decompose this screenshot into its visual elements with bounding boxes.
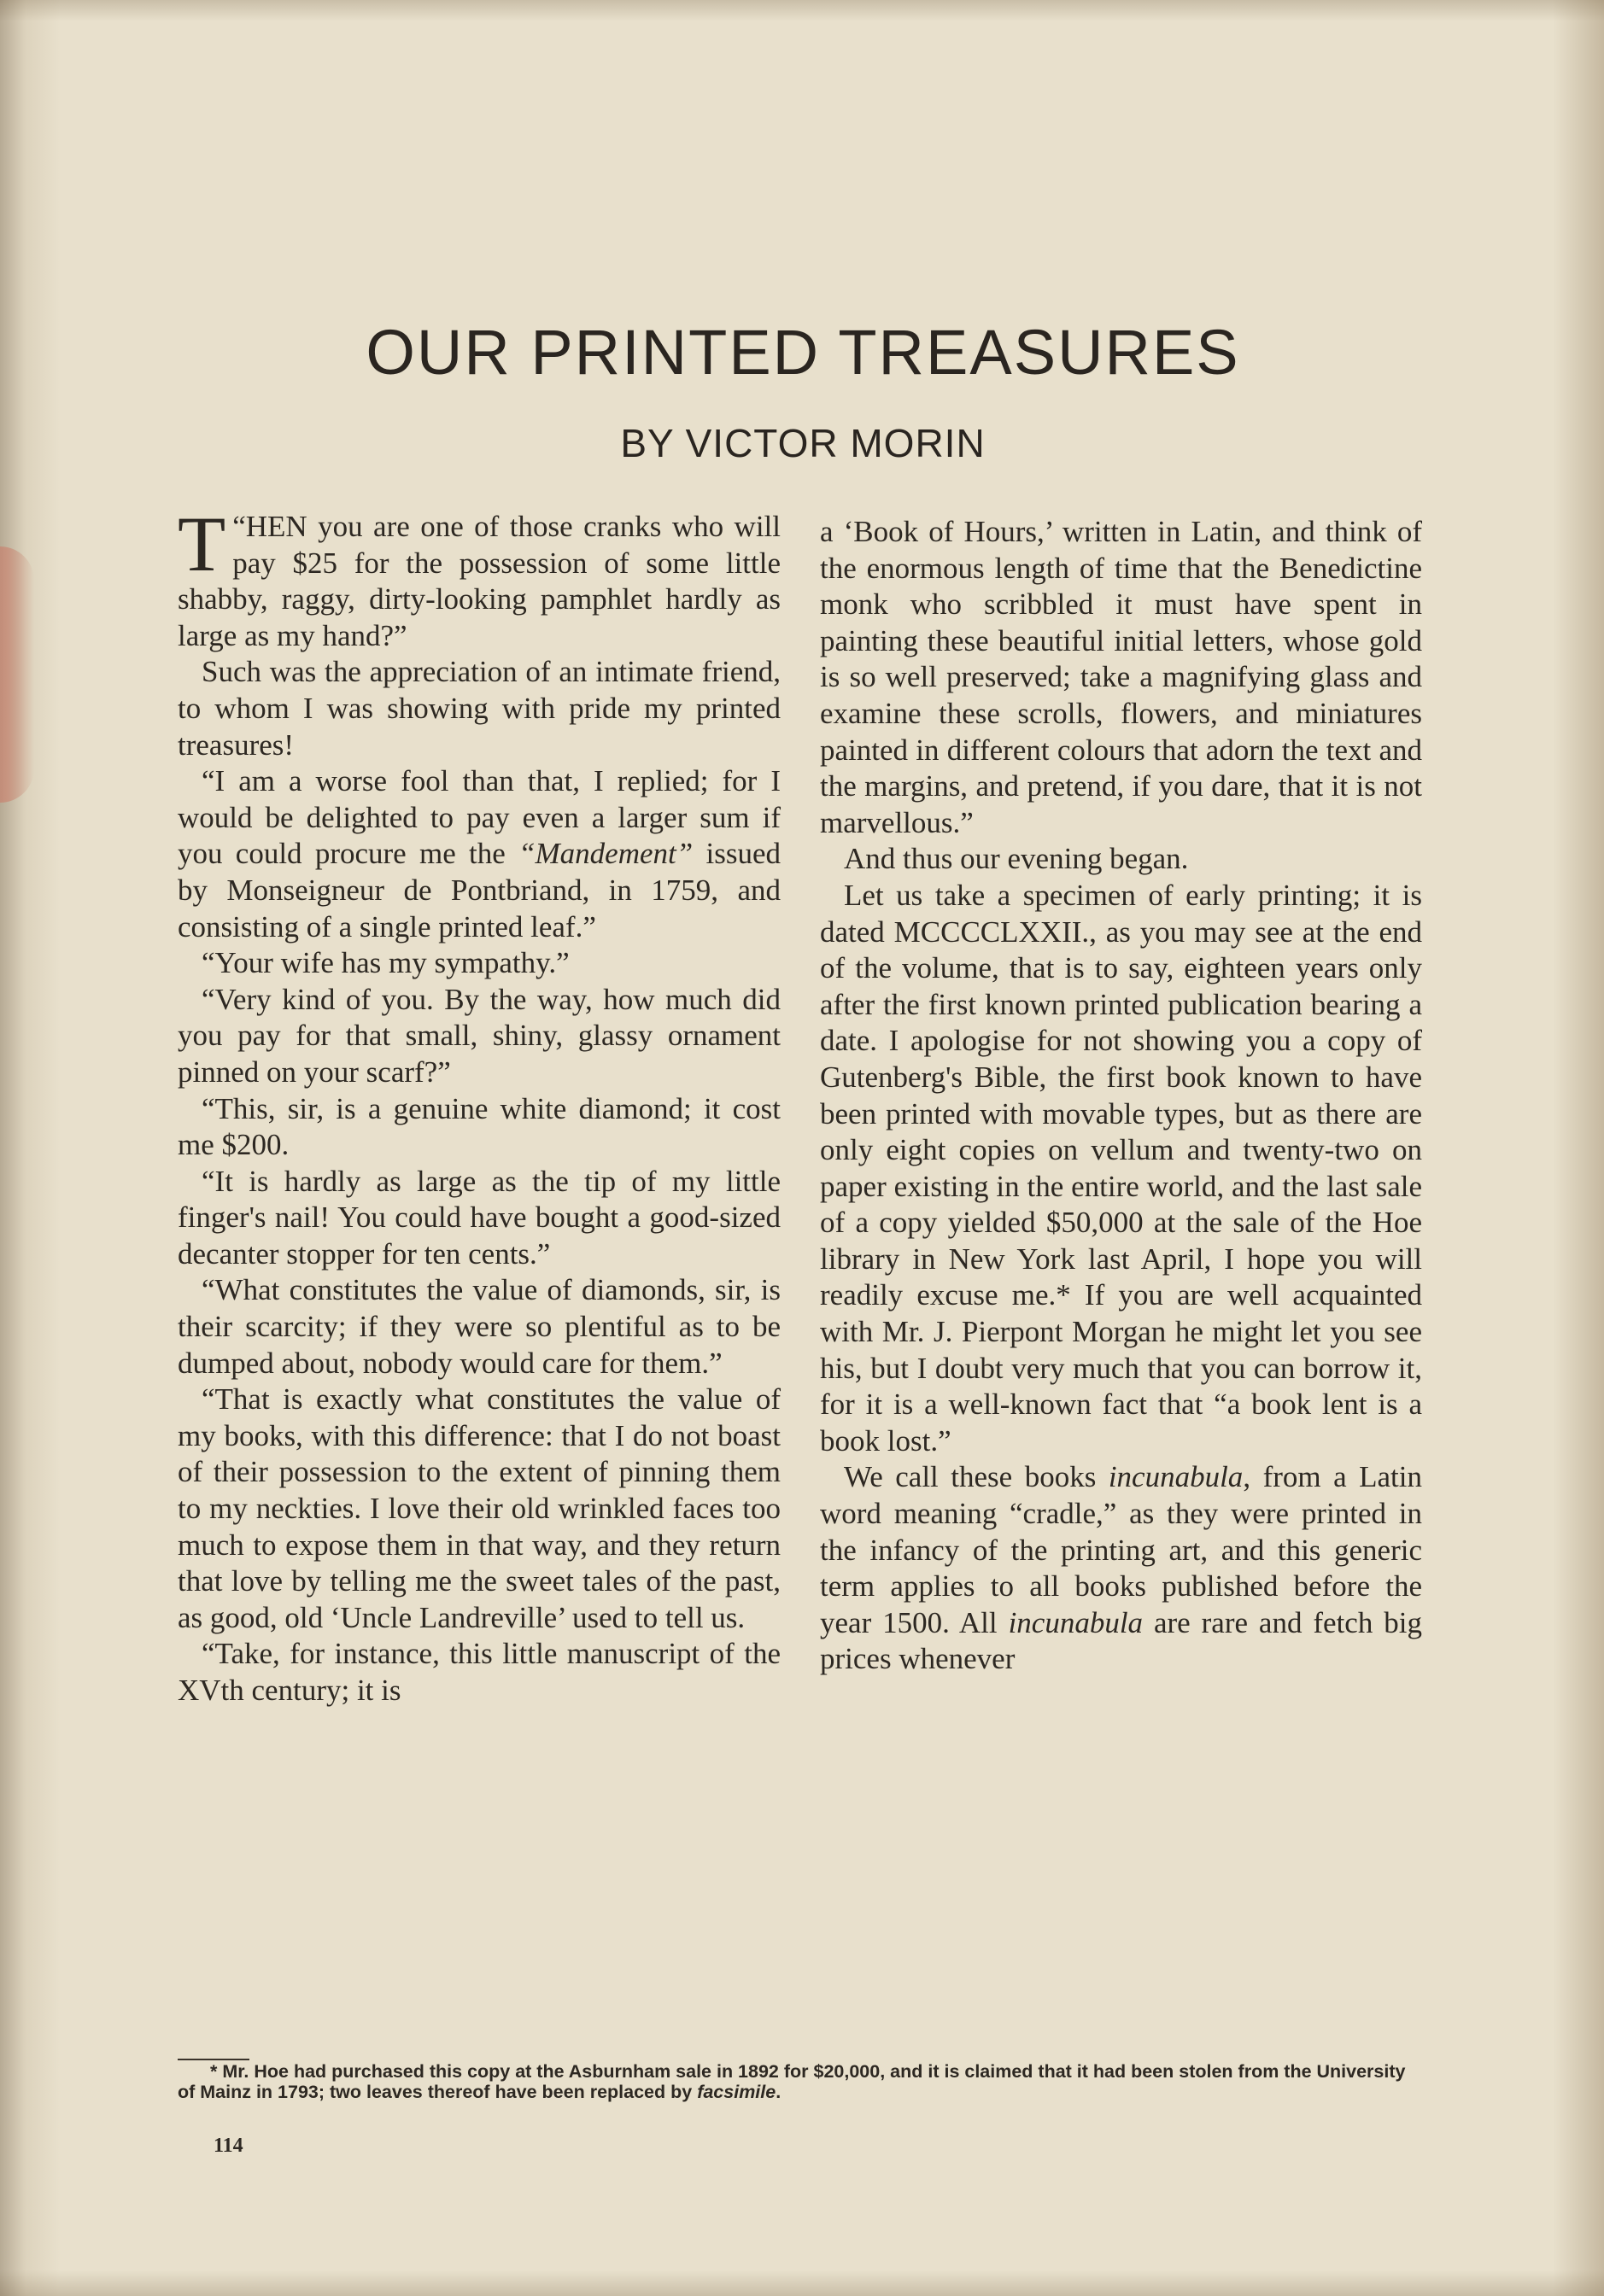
paragraph: “It is hardly as large as the tip of my little finger's nail! You could have bought a good-sized decanter stopper for ten cents.” — [178, 1164, 781, 1271]
paragraph: “I am a worse fool than that, I replied; for I would be delighted to pay even a larger sum if you could procure me the “Mandement” issued by Monseigneur de Pontbriand, in 1759, and consisting of a single printed leaf.” — [178, 764, 781, 944]
thumb-shadow — [0, 546, 34, 803]
right-column — [820, 514, 1422, 1678]
drop-cap: T — [178, 500, 226, 587]
paragraph: “What constitutes the value of diamonds, sir, is their scarcity; if they were so plentiful as to be dumped about, nobody would care for them.” — [178, 1273, 781, 1380]
footnote-rule — [178, 2059, 249, 2060]
left-column — [178, 500, 781, 1709]
paragraph: Such was the appreciation of an intimate friend, to whom I was showing with pride my printed treasures! — [178, 655, 781, 762]
paragraph: a ‘Book of Hours,’ written in Latin, and think of the enormous length of time that the Benedictine monk who scribbled it must have spent in painting these beautiful initial letters, whose gold is so well preserved; take a magnifying glass and examine these scrolls, flowers, and miniatures painted in different colours that adorn the text and the margins, and pretend, if you dare, that it is not marvellous.” — [820, 515, 1422, 839]
italic-title: “Mandement” — [518, 837, 694, 871]
page-number: 114 — [214, 2135, 243, 2157]
footnote: * Mr. Hoe had purchased this copy at the Asburnham sale in 1892 for $20,000, and it is claimed that it had been stolen from the University of Mainz in 1793; two leaves thereof have been replaced by facsimile. — [178, 2061, 1406, 2102]
paragraph: “This, sir, is a genuine white diamond; it cost me $200. — [178, 1091, 781, 1162]
paragraph: “Your wife has my sympathy.” — [202, 946, 570, 980]
paragraph: “That is exactly what constitutes the value of my books, with this difference: that I do not boast of their possession to the extent of pinning them to my neckties. I love their old wrinkled faces too much to expose them in that way, and they return that love by telling me the sweet tales of the past, as good, old ‘Uncle Landreville’ used to tell us. — [178, 1382, 781, 1634]
paragraph: “ T HEN you are one of those cranks who will pay $25 for the possession of some little shabby, raggy, dirty-looking pamphlet hardly as large as my hand?” — [178, 500, 781, 652]
article-byline: BY VICTOR MORIN — [620, 421, 986, 465]
paragraph: We call these books incunabula, from a Latin word meaning “cradle,” as they were printed in the infancy of the printing art, and this generic term applies to all books published before the year 1500. All incunabula are rare and fetch big prices whenever — [820, 1460, 1422, 1676]
open-quote: “ — [232, 510, 246, 543]
paragraph: And thus our evening began. — [844, 842, 1189, 876]
article-title: OUR PRINTED TREASURES — [366, 317, 1240, 388]
paragraph: Let us take a specimen of early printing; it is dated MCCCCLXXII., as you may see at the end of the volume, that is to say, eighteen years only after the first known printed publication bearing a date. I apologise for not showing you a copy of Gutenberg's Bible, the first book known to have been printed with movable types, but as there are only eight copies on vellum and twenty-two on paper existing in the entire world, and the last sale of a copy yielded $50,000 at the sale of the Hoe library in New York last April, I hope you will readily excuse me.* If you are well acquainted with Mr. J. Pierpont Morgan he might let you see his, but I doubt very much that you can borrow it, for it is a well-known fact that “a book lent is a book lost.” — [820, 878, 1422, 1458]
paragraph: “Very kind of you. By the way, how much did you pay for that small, shiny, glassy ornament pinned on your scarf?” — [178, 982, 781, 1089]
paragraph: “Take, for instance, this little manuscript of the XVth century; it is — [178, 1637, 781, 1707]
